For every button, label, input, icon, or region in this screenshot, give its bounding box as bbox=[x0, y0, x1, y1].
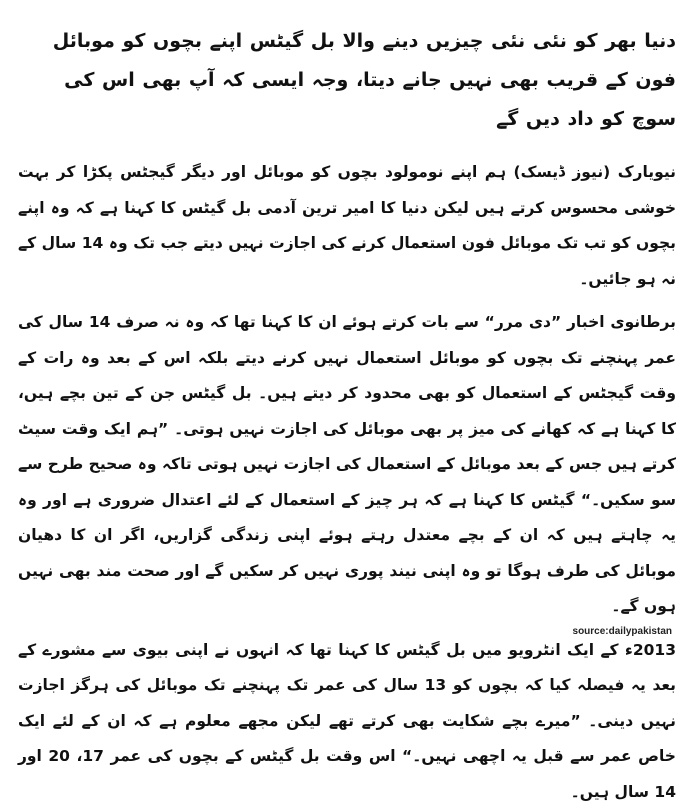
article-paragraph-3: 2013ء کے ایک انٹرویو میں بل گیٹس کا کہنا تھا کہ انہوں نے اپنی بیوی سے مشورے کے بعد یہ فیصلہ کیا کہ بچوں کو 13 سال کی عمر تک پہنچنے تک موبائل کی ہرگز اجازت نہیں دینی۔ ”میرے بچے شکایت بھی کرتے تھے لیکن مجھے معلوم ہے کہ ان کے لئے ایک خاص عمر سے قبل یہ اچھی نہیں۔“ اس وقت بل گیٹس کے بچوں کی عمر 17، 20 اور 14 سال ہیں۔ bbox=[18, 633, 676, 810]
source-credit: source:dailypakistan bbox=[573, 626, 672, 637]
article-headline: دنیا بھر کو نئی نئی چیزیں دینے والا بل گیٹس اپنے بچوں کو موبائل فون کے قریب بھی نہیں جانے دیتا، وجہ ایسی کہ آپ بھی اس کی سوچ کو داد دیں گے bbox=[18, 22, 676, 139]
article-paragraph-1: نیویارک (نیوز ڈیسک) ہم اپنے نومولود بچوں کو موبائل اور دیگر گیجٹس پکڑا کر بہت خوشی محسوس کرتے ہیں لیکن دنیا کا امیر ترین آدمی بل گیٹس کا کہنا ہے کہ وہ اپنے بچوں کو تب تک موبائل فون استعمال کرنے کی اجازت نہیں دیتے جب تک وہ 14 سال کے نہ ہو جائیں۔ bbox=[18, 155, 676, 297]
article-paragraph-2: برطانوی اخبار ”دی مرر“ سے بات کرتے ہوئے ان کا کہنا تھا کہ وہ نہ صرف 14 سال کی عمر پہنچنے تک بچوں کو موبائل استعمال نہیں کرنے دیتے بلکہ اس کے بعد وہ رات کے وقت گیجٹس کے استعمال کو بھی محدود کر دیتے ہیں۔ بل گیٹس جن کے تین بچے ہیں، کا کہنا ہے کہ کھانے کی میز پر بھی موبائل کی اجازت نہیں ہوتی۔ ”ہم ایک وقت سیٹ کرتے ہیں جس کے بعد موبائل کے استعمال کی اجازت نہیں ہوتی تاکہ وہ صحیح طرح سے سو سکیں۔“ گیٹس کا کہنا ہے کہ ہر چیز کے استعمال کے لئے اعتدال ضروری ہے اور وہ یہ چاہتے ہیں کہ ان کے بچے معتدل رہتے ہوئے اپنی زندگی گزاریں، اگر ان کا دھیان موبائل کی طرف ہوگا تو وہ اپنی نیند پوری نہیں کر سکیں گے اور صحت مند بھی نہیں ہوں گے۔ bbox=[18, 305, 676, 625]
